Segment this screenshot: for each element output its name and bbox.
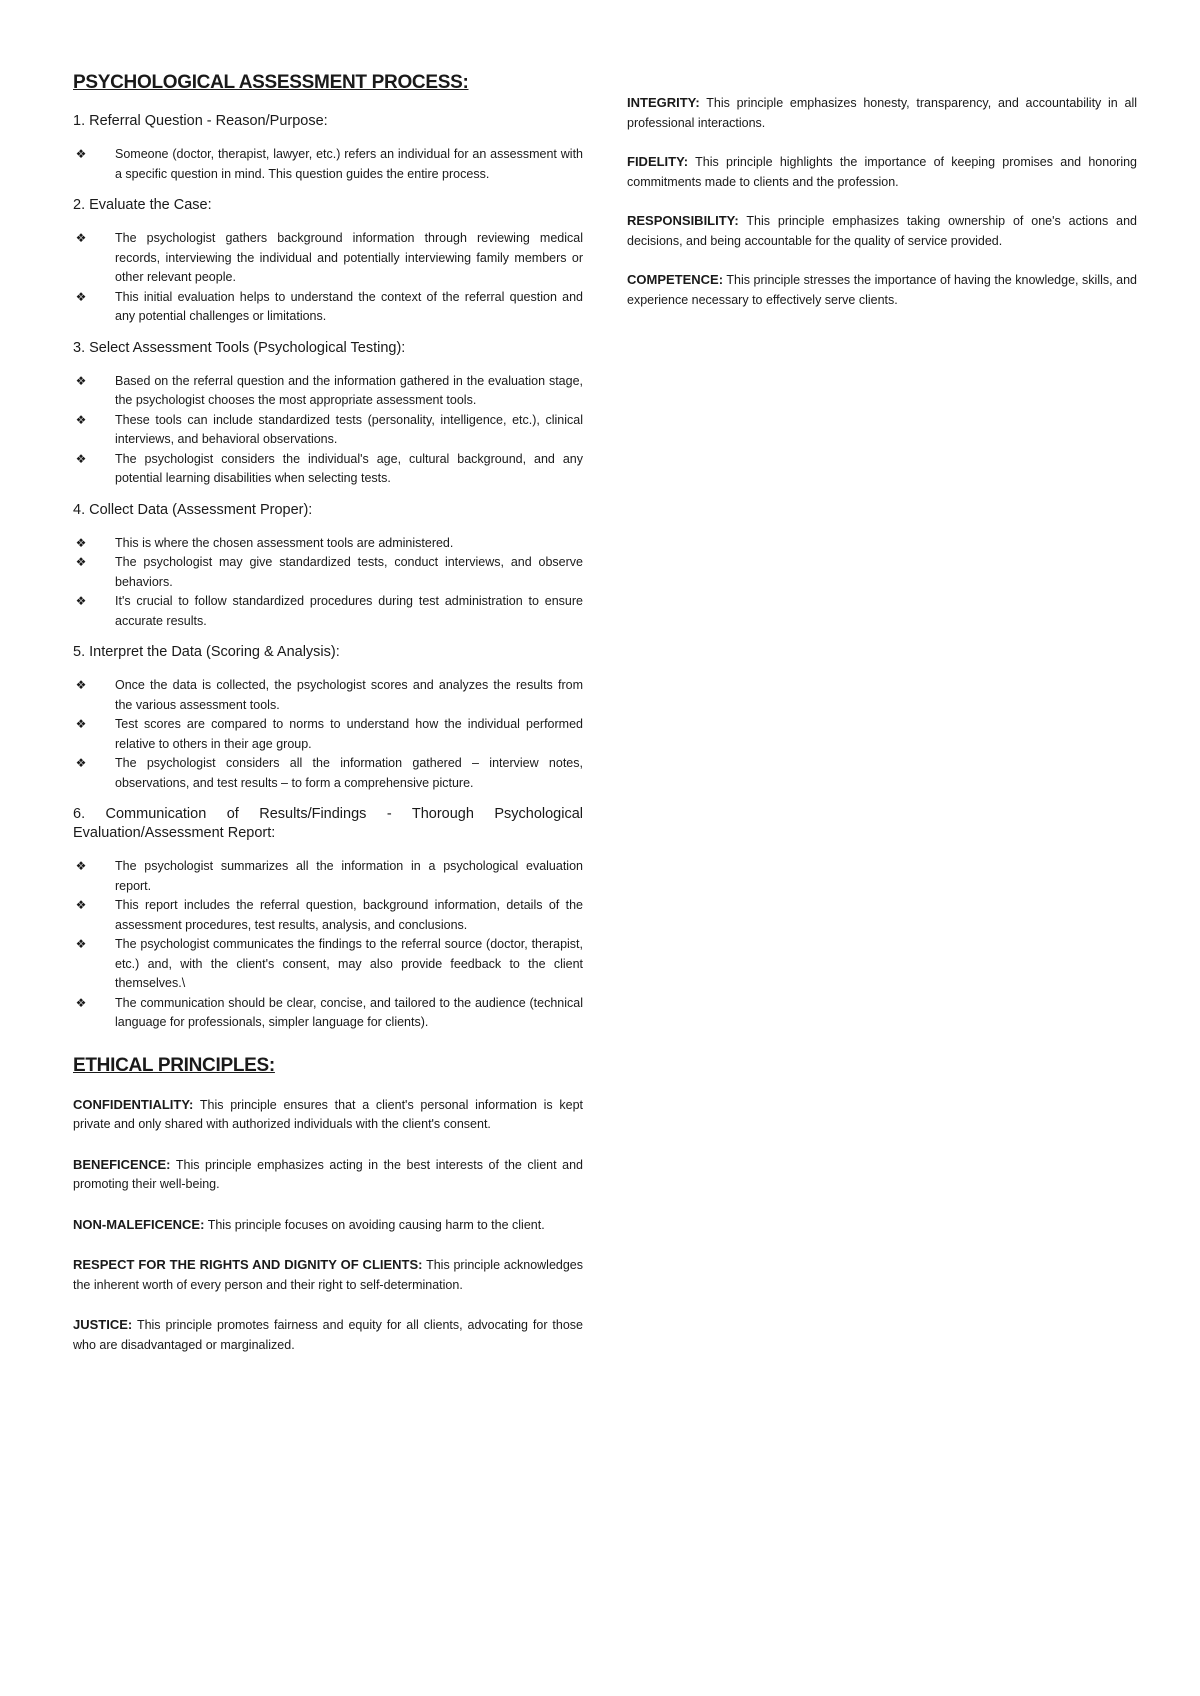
step-heading: 3. Select Assessment Tools (Psychological Testing): <box>73 339 406 356</box>
principle-text: This principle emphasizes acting in the best interests of the client and promoting their well-being. <box>73 1157 583 1191</box>
bullet-text: Based on the referral question and the information gathered in the evaluation stage, the psychologist chooses the most appropriate assessment tools. <box>115 373 583 407</box>
bullet-item <box>73 994 583 1033</box>
diamond-bullet-icon: ❖ <box>75 451 87 466</box>
left-column <box>73 72 583 1375</box>
diamond-bullet-icon: ❖ <box>75 412 87 427</box>
bullet-item <box>73 411 583 450</box>
ethics-title: ETHICAL PRINCIPLES: <box>73 1054 275 1076</box>
bullet-text: This initial evaluation helps to understand the context of the referral question and any potential challenges or limitations. <box>115 289 583 323</box>
principle-paragraph <box>627 270 1137 310</box>
bullet-item <box>73 935 583 994</box>
principle-name: CONFIDENTIALITY: <box>73 1096 194 1112</box>
bullet-text: These tools can include standardized tests (personality, intelligence, etc.), clinical interviews, and behavioral observations. <box>115 412 583 446</box>
diamond-bullet-icon: ❖ <box>75 898 87 912</box>
bullet-item <box>73 592 583 631</box>
principle-text: This principle ensures that a client's personal information is kept private and only shared with authorized individuals with the client's consent. <box>73 1097 584 1131</box>
bullet-item <box>73 229 583 288</box>
step-bullet-list <box>73 676 583 793</box>
principle-paragraph <box>73 1315 583 1355</box>
step-heading: 4. Collect Data (Assessment Proper): <box>73 501 313 518</box>
diamond-bullet-icon: ❖ <box>75 678 87 692</box>
bullet-item <box>73 676 583 715</box>
diamond-bullet-icon: ❖ <box>75 937 87 951</box>
principle-paragraph <box>73 1155 583 1195</box>
diamond-bullet-icon: ❖ <box>75 535 87 550</box>
step-heading: 5. Interpret the Data (Scoring & Analysis): <box>73 644 340 660</box>
bullet-text: Test scores are compared to norms to understand how the individual performed relative to others in their age group. <box>115 717 583 751</box>
step-bullet-list <box>73 857 583 1033</box>
principle-name: INTEGRITY: <box>627 95 700 110</box>
diamond-bullet-icon: ❖ <box>75 373 87 388</box>
principle-name: NON-MALEFICENCE: <box>73 1216 205 1232</box>
bullet-text: The communication should be clear, concise, and tailored to the audience (technical language for professionals, simpler language for clients). <box>115 995 583 1029</box>
bullet-text: This report includes the referral question, background information, details of the assessment procedures, test results, analysis, and conclusions. <box>115 898 583 932</box>
principle-name: COMPETENCE: <box>627 272 724 287</box>
step-heading: 2. Evaluate the Case: <box>73 197 212 213</box>
bullet-text: The psychologist gathers background information through reviewing medical records, interviewing the individual and potentially interviewing family members or other relevant people. <box>115 231 583 284</box>
diamond-bullet-icon: ❖ <box>75 995 87 1010</box>
diamond-bullet-icon: ❖ <box>75 594 87 608</box>
diamond-bullet-icon: ❖ <box>75 717 87 731</box>
principle-name: JUSTICE: <box>73 1317 133 1332</box>
principle-text: This principle focuses on avoiding causing harm to the client. <box>207 1217 545 1232</box>
ethics-principles-left <box>73 1095 583 1356</box>
bullet-text: The psychologist considers all the information gathered – interview notes, observations, and test results – to form a comprehensive picture. <box>115 756 583 790</box>
principle-paragraph <box>73 1095 583 1135</box>
diamond-bullet-icon: ❖ <box>75 859 87 873</box>
diamond-bullet-icon: ❖ <box>75 555 87 569</box>
principle-paragraph <box>73 1215 583 1236</box>
step-bullet-list <box>73 372 583 489</box>
bullet-item <box>73 715 583 754</box>
principle-name: RESPECT FOR THE RIGHTS AND DIGNITY OF CLIENTS: <box>73 1257 423 1272</box>
bullet-text: Someone (doctor, therapist, lawyer, etc.) refers an individual for an assessment with a specific question in mind. This question guides the entire process. <box>115 147 583 181</box>
bullet-item <box>73 145 583 184</box>
bullet-item <box>73 450 583 489</box>
diamond-bullet-icon: ❖ <box>75 231 87 245</box>
bullet-text: The psychologist may give standardized tests, conduct interviews, and observe behaviors. <box>115 555 583 589</box>
step-bullet-list <box>73 145 583 184</box>
step-bullet-list <box>73 229 583 327</box>
principle-paragraph <box>73 1255 583 1295</box>
diamond-bullet-icon: ❖ <box>75 289 87 304</box>
step-heading: 1. Referral Question - Reason/Purpose: <box>73 113 328 129</box>
principle-name: BENEFICENCE: <box>73 1156 171 1172</box>
bullet-item <box>73 553 583 592</box>
right-column <box>627 93 1137 329</box>
bullet-text: The psychologist communicates the findings to the referral source (doctor, therapist, etc.) and, with the client's consent, may also provide feedback to the client themselves.\ <box>115 937 583 990</box>
principle-text: This principle emphasizes honesty, transparency, and accountability in all professional interactions. <box>627 96 1138 130</box>
principle-name: RESPONSIBILITY: <box>627 213 739 228</box>
bullet-item <box>73 754 583 793</box>
bullet-text: The psychologist summarizes all the information in a psychological evaluation report. <box>115 859 583 893</box>
principle-paragraph <box>627 211 1137 251</box>
step-heading: 6. Communication of Results/Findings - Thorough Psychological Evaluation/Assessment Report: <box>73 806 583 841</box>
bullet-item <box>73 857 583 896</box>
bullet-text: It's crucial to follow standardized procedures during test administration to ensure accurate results. <box>115 594 583 628</box>
bullet-text: This is where the chosen assessment tools are administered. <box>115 535 454 550</box>
principle-text: This principle promotes fairness and equity for all clients, advocating for those who are disadvantaged or marginalized. <box>73 1318 583 1352</box>
assessment-steps <box>73 112 583 1033</box>
principle-name: FIDELITY: <box>627 154 689 169</box>
principle-text: This principle highlights the importance of keeping promises and honoring commitments made to clients and the profession. <box>627 155 1138 189</box>
principle-text: This principle stresses the importance of having the knowledge, skills, and experience necessary to effectively serve clients. <box>627 273 1138 307</box>
bullet-item <box>73 896 583 935</box>
bullet-item <box>73 534 583 554</box>
step-bullet-list <box>73 534 583 632</box>
principle-paragraph <box>627 93 1137 133</box>
bullet-item <box>73 288 583 327</box>
assessment-title: PSYCHOLOGICAL ASSESSMENT PROCESS: <box>73 72 469 93</box>
principle-text: This principle emphasizes taking ownership of one's actions and decisions, and being accountable for the quality of service provided. <box>627 214 1137 248</box>
diamond-bullet-icon: ❖ <box>75 756 87 770</box>
bullet-item <box>73 372 583 411</box>
ethics-principles-right <box>627 93 1137 310</box>
principle-text: This principle acknowledges the inherent worth of every person and their right to self-determination. <box>73 1258 584 1292</box>
bullet-text: The psychologist considers the individual's age, cultural background, and any potential learning disabilities when selecting tests. <box>115 451 583 485</box>
principle-paragraph <box>627 152 1137 192</box>
diamond-bullet-icon: ❖ <box>75 147 87 161</box>
bullet-text: Once the data is collected, the psychologist scores and analyzes the results from the various assessment tools. <box>115 678 583 712</box>
